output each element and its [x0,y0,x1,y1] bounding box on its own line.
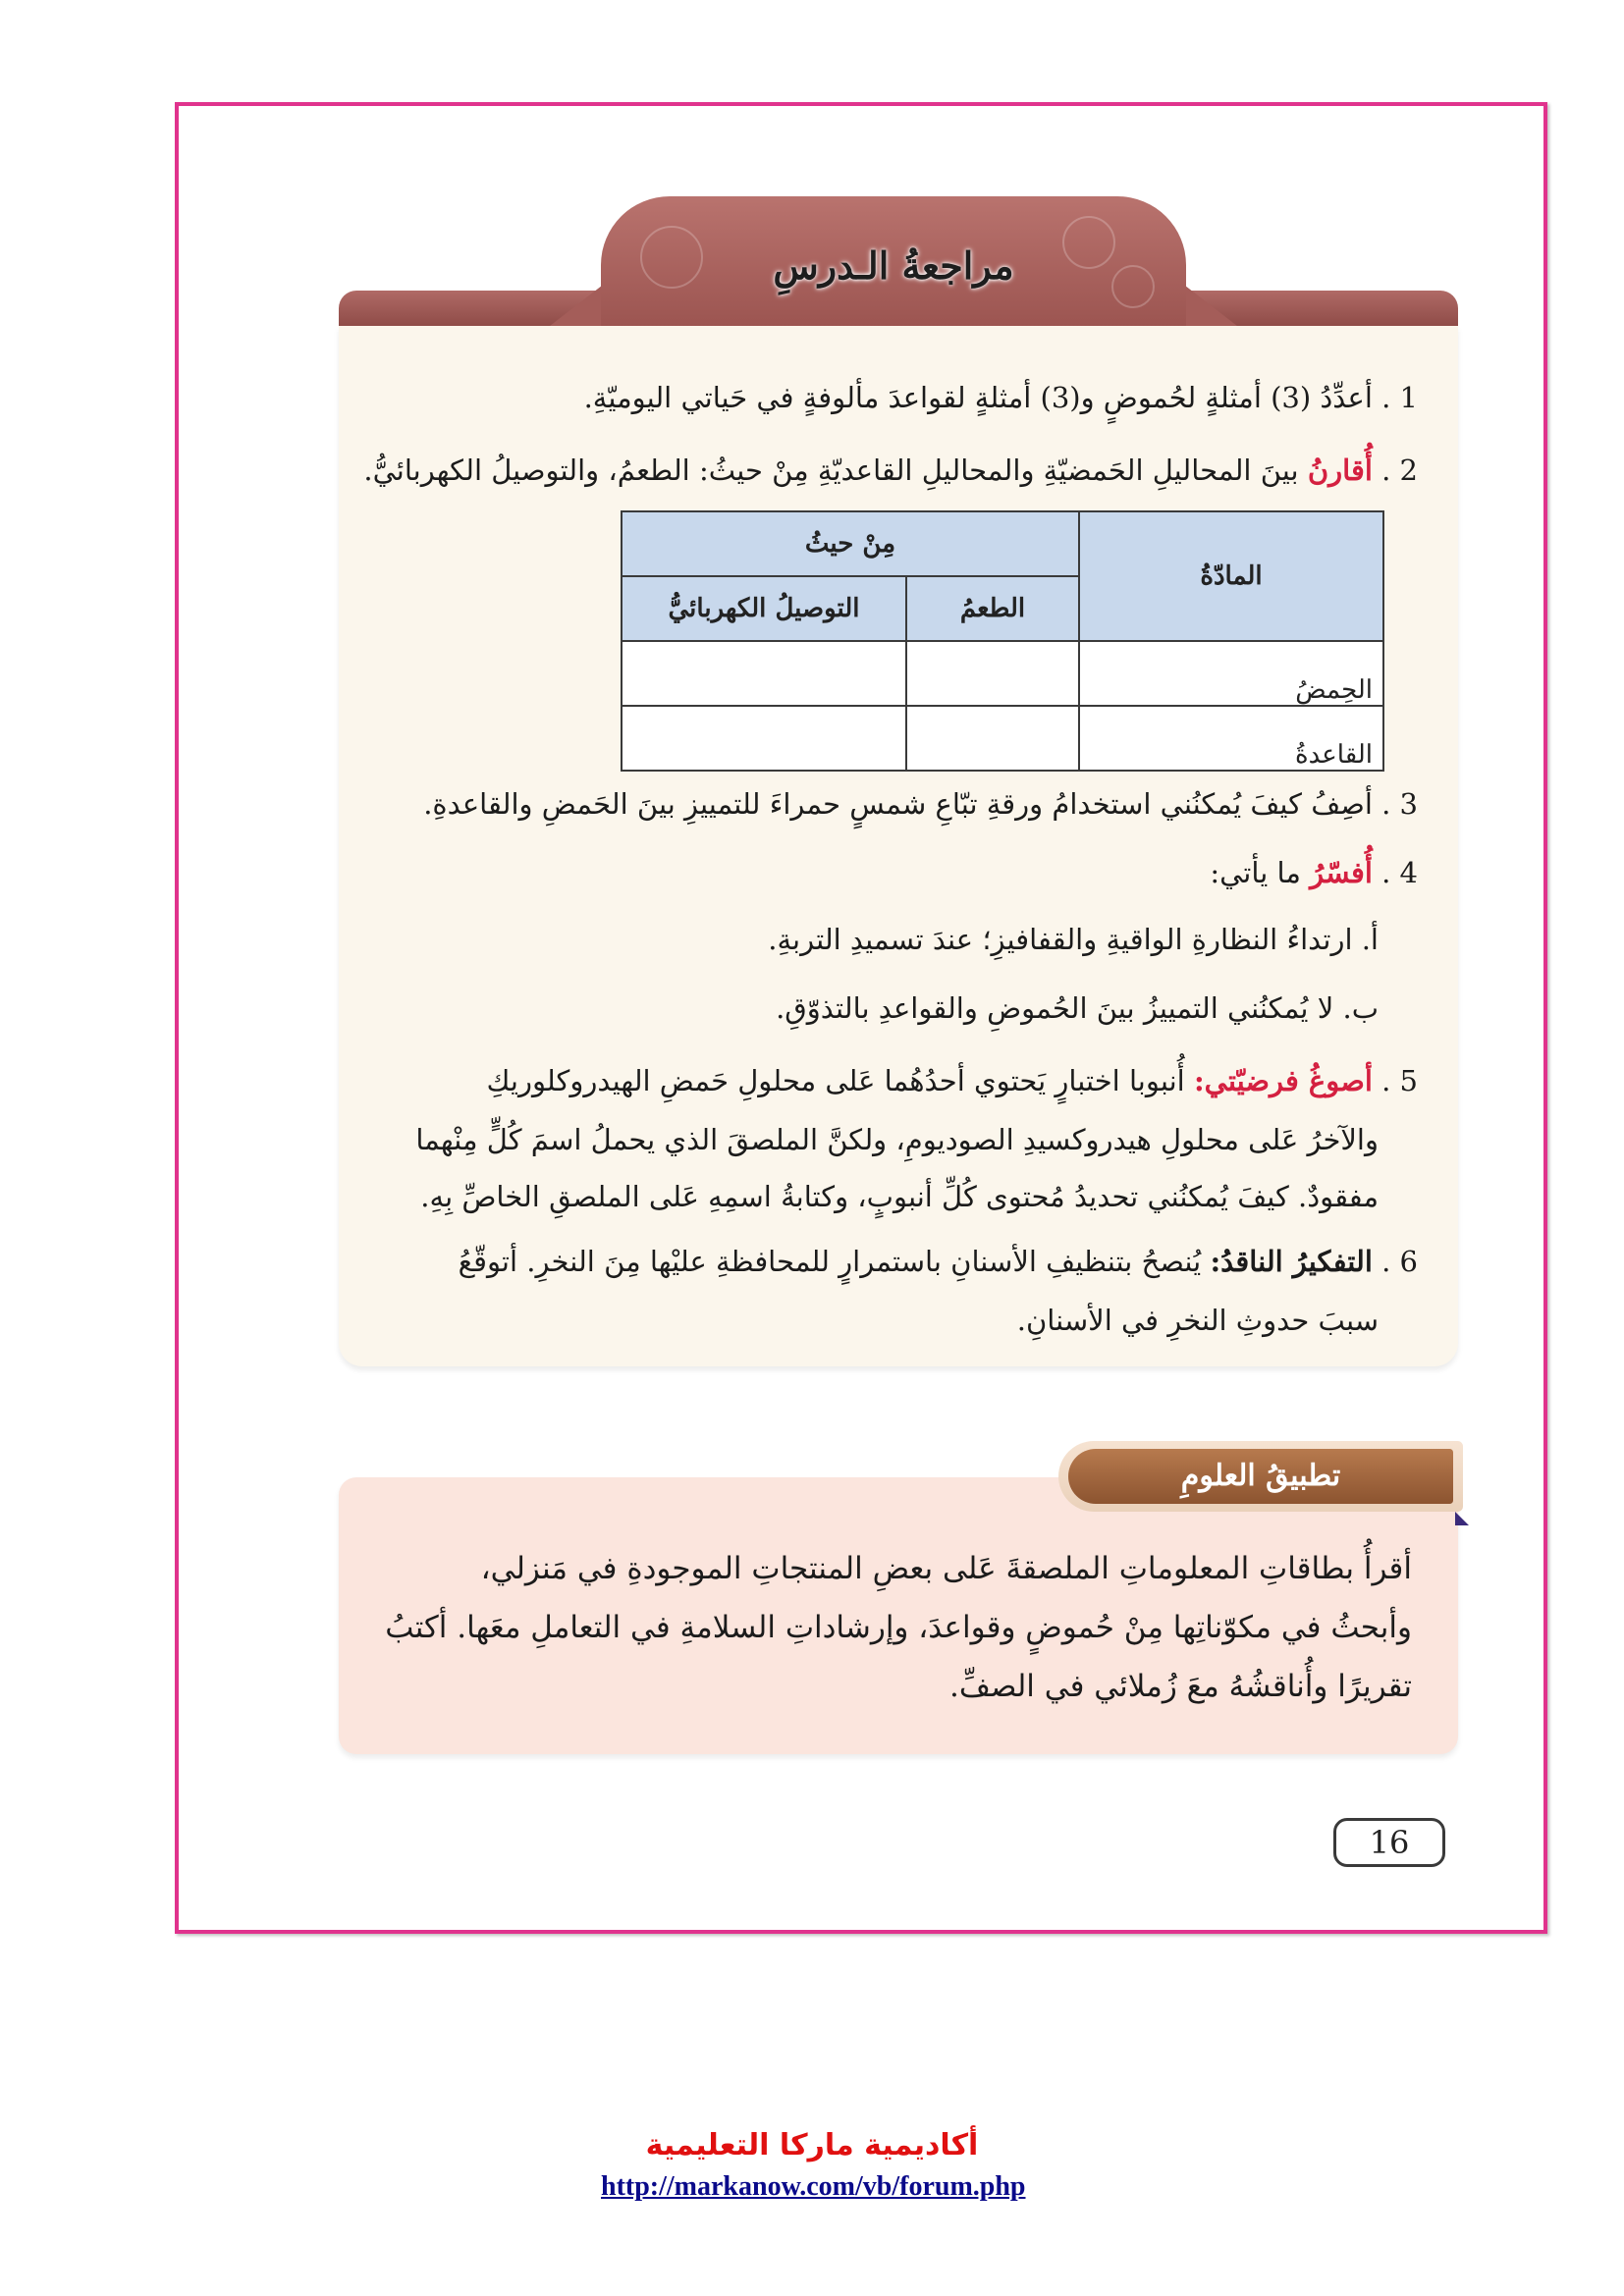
question-1 [357,375,1418,420]
question-4a: أ. ارتداءُ النظارةِ الواقيةِ والقفافيزِ؛ عندَ تسميدِ التربةِ. [768,923,1379,956]
table-row [622,641,1383,706]
footer-link[interactable]: http://markanow.com/vb/forum.php [601,2171,1026,2202]
table-cell-empty[interactable] [622,641,906,706]
table-header-group: مِنْ حيثُ [622,511,1079,576]
table-header-taste: الطعمُ [906,576,1079,641]
table-row [622,706,1383,771]
table-cell-empty[interactable] [906,706,1079,771]
table-cell-empty[interactable] [906,641,1079,706]
application-title: تطبيقُ العلومِ [1068,1449,1453,1504]
question-6-line2: سببَ حدوثِ النخرِ في الأسنانِ. [1016,1304,1379,1337]
question-text: أعدِّدُ (3) أمثلةٍ لحُموضٍ و(3) أمثلةٍ لقواعدَ مألوفةٍ في حَياتي اليوميّةِ. [583,381,1373,414]
question-verb: التفكيرُ الناقدُ: [1210,1245,1373,1278]
page-number: 16 [1333,1818,1445,1867]
question-4 [357,850,1418,895]
question-number: 2 . [1381,454,1418,487]
question-number: 4 . [1381,856,1418,889]
table-cell-base: القاعدةُ [1079,706,1383,771]
review-title: مراجعةُ الـدرسِ [773,243,1014,288]
question-2 [357,448,1418,493]
question-verb: أُفسّرُ [1310,856,1373,889]
question-text: يُنصحُ بتنظيفِ الأسنانِ باستمرارٍ للمحافظةِ عليْها مِنَ النخرِ. أتوقّعُ [458,1245,1202,1278]
table-header-conductivity: التوصيلُ الكهربائيُّ [622,576,906,641]
question-number: 1 . [1381,381,1418,414]
question-5-line3: مفقودٌ. كيفَ يُمكنُني تحديدُ مُحتوى كُلِّ أنبوبٍ، وكتابةُ اسمِهِ عَلى الملصقِ الخاصِّ بِهِ. [420,1180,1379,1213]
application-line: وأبحثُ في مكوّناتِها مِنْ حُموضٍ وقواعدَ، وإرشاداتِ السلامةِ في التعاملِ معَها. أكتبُ [385,1610,1412,1645]
question-text: بينَ المحاليلِ الحَمضيّةِ والمحاليلِ القاعديّةِ مِنْ حيثُ: الطعمُ، والتوصيلُ الكهربائيُّ. [363,454,1299,487]
question-text: أصِفُ كيفَ يُمكنُني استخدامُ ورقةِ تبّاعِ شمسٍ حمراءَ للتمييزِ بينَ الحَمضِ والقاعدةِ. [423,787,1373,821]
application-line: أقرأُ بطاقاتِ المعلوماتِ الملصقةَ عَلى بعضِ المنتجاتِ الموجودةِ في مَنزلي، [480,1551,1412,1586]
table-header-material: المادّةُ [1079,511,1383,641]
question-number: 5 . [1381,1064,1418,1097]
question-text: ما يأتي: [1210,856,1301,889]
question-5-line2: والآخرُ عَلى محلولِ هيدروكسيدِ الصوديومِ، ولكنَّ الملصقَ الذي يحملُ اسمَ كُلٍّ مِنْهما [415,1123,1379,1156]
question-6 [357,1239,1418,1284]
question-4b: ب. لا يُمكنُني التمييزُ بينَ الحُموضِ والقواعدِ بالتذوّقِ. [776,991,1379,1025]
question-number: 6 . [1381,1245,1418,1278]
table-cell-empty[interactable] [622,706,906,771]
footer-academy-name: أكاديمية ماركا التعليمية [645,2128,979,2163]
application-text [363,1539,1412,1716]
question-number: 3 . [1381,787,1418,821]
comparison-table [621,510,1384,772]
question-text: أُنبوبا اختبارٍ يَحتوي أحدُهُما عَلى محلولِ حَمضِ الهيدروكلوريكِ [486,1064,1185,1097]
question-verb: أصوغُ فرضيّتي: [1193,1064,1373,1097]
application-line: تقريرًا وأُناقشُهُ معَ زُملائي في الصفِّ. [949,1669,1412,1704]
question-5 [357,1058,1418,1103]
question-verb: أُقارنُ [1307,454,1373,487]
question-3 [357,781,1418,827]
table-cell-acid: الحِمضُ [1079,641,1383,706]
